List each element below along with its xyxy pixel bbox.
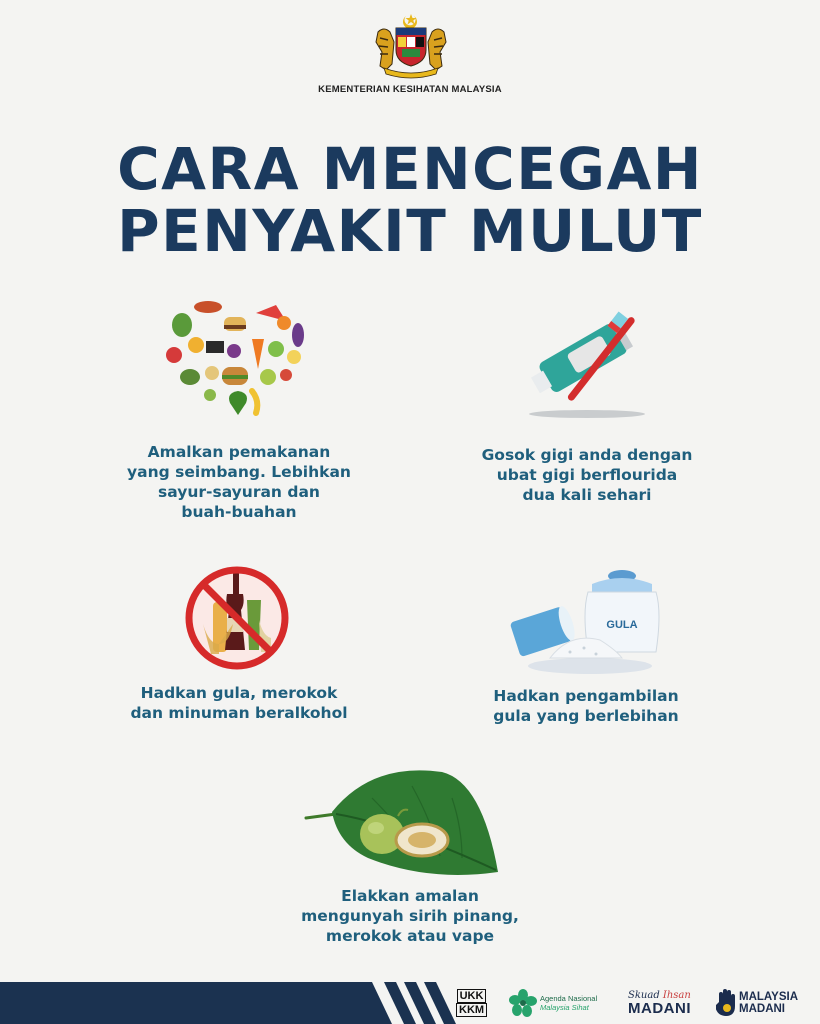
malaysia-madani-logo: MALAYSIA MADANI bbox=[716, 982, 798, 1024]
sugar-jar-icon bbox=[510, 562, 660, 680]
tip-5-text: Elakkan amalan mengunyah sirih pinang, merokok atau vape bbox=[301, 887, 519, 945]
sugar-label: GULA bbox=[606, 619, 638, 631]
footer bbox=[0, 982, 820, 1024]
ukk-kkm-logo: UKK KKM bbox=[456, 982, 487, 1024]
skuad-ihsan-madani-logo: Skuad Ihsan MADANI bbox=[628, 990, 691, 1017]
agenda-malaysia-sihat-logo: Agenda Nasional Malaysia Sihat bbox=[508, 982, 597, 1024]
page-title-line1: CARA MENCEGAH bbox=[117, 135, 703, 203]
tip-4-text: Hadkan pengambilan gula yang berlebihan bbox=[493, 687, 679, 725]
madani-hand-icon bbox=[716, 988, 736, 1018]
coat-of-arms-icon bbox=[370, 12, 452, 80]
toothpaste-toothbrush-icon bbox=[522, 292, 652, 420]
tip-2-text: Gosok gigi anda dengan ubat gigi berflourida dua kali sehari bbox=[481, 446, 693, 504]
footer-bar bbox=[0, 982, 460, 1024]
tip-3-text: Hadkan gula, merokok dan minuman beralkohol bbox=[130, 684, 348, 722]
no-alcohol-icon bbox=[183, 564, 291, 672]
tip-1-text: Amalkan pemakanan yang seimbang. Lebihkan sayur-sayuran dan buah-buahan bbox=[127, 443, 351, 521]
page-title-line2: PENYAKIT MULUT bbox=[117, 197, 703, 265]
hibiscus-icon bbox=[508, 988, 538, 1018]
healthy-food-heart-icon bbox=[160, 295, 316, 420]
ministry-name: KEMENTERIAN KESIHATAN MALAYSIA bbox=[318, 84, 502, 95]
betel-leaf-nut-icon bbox=[302, 768, 502, 878]
